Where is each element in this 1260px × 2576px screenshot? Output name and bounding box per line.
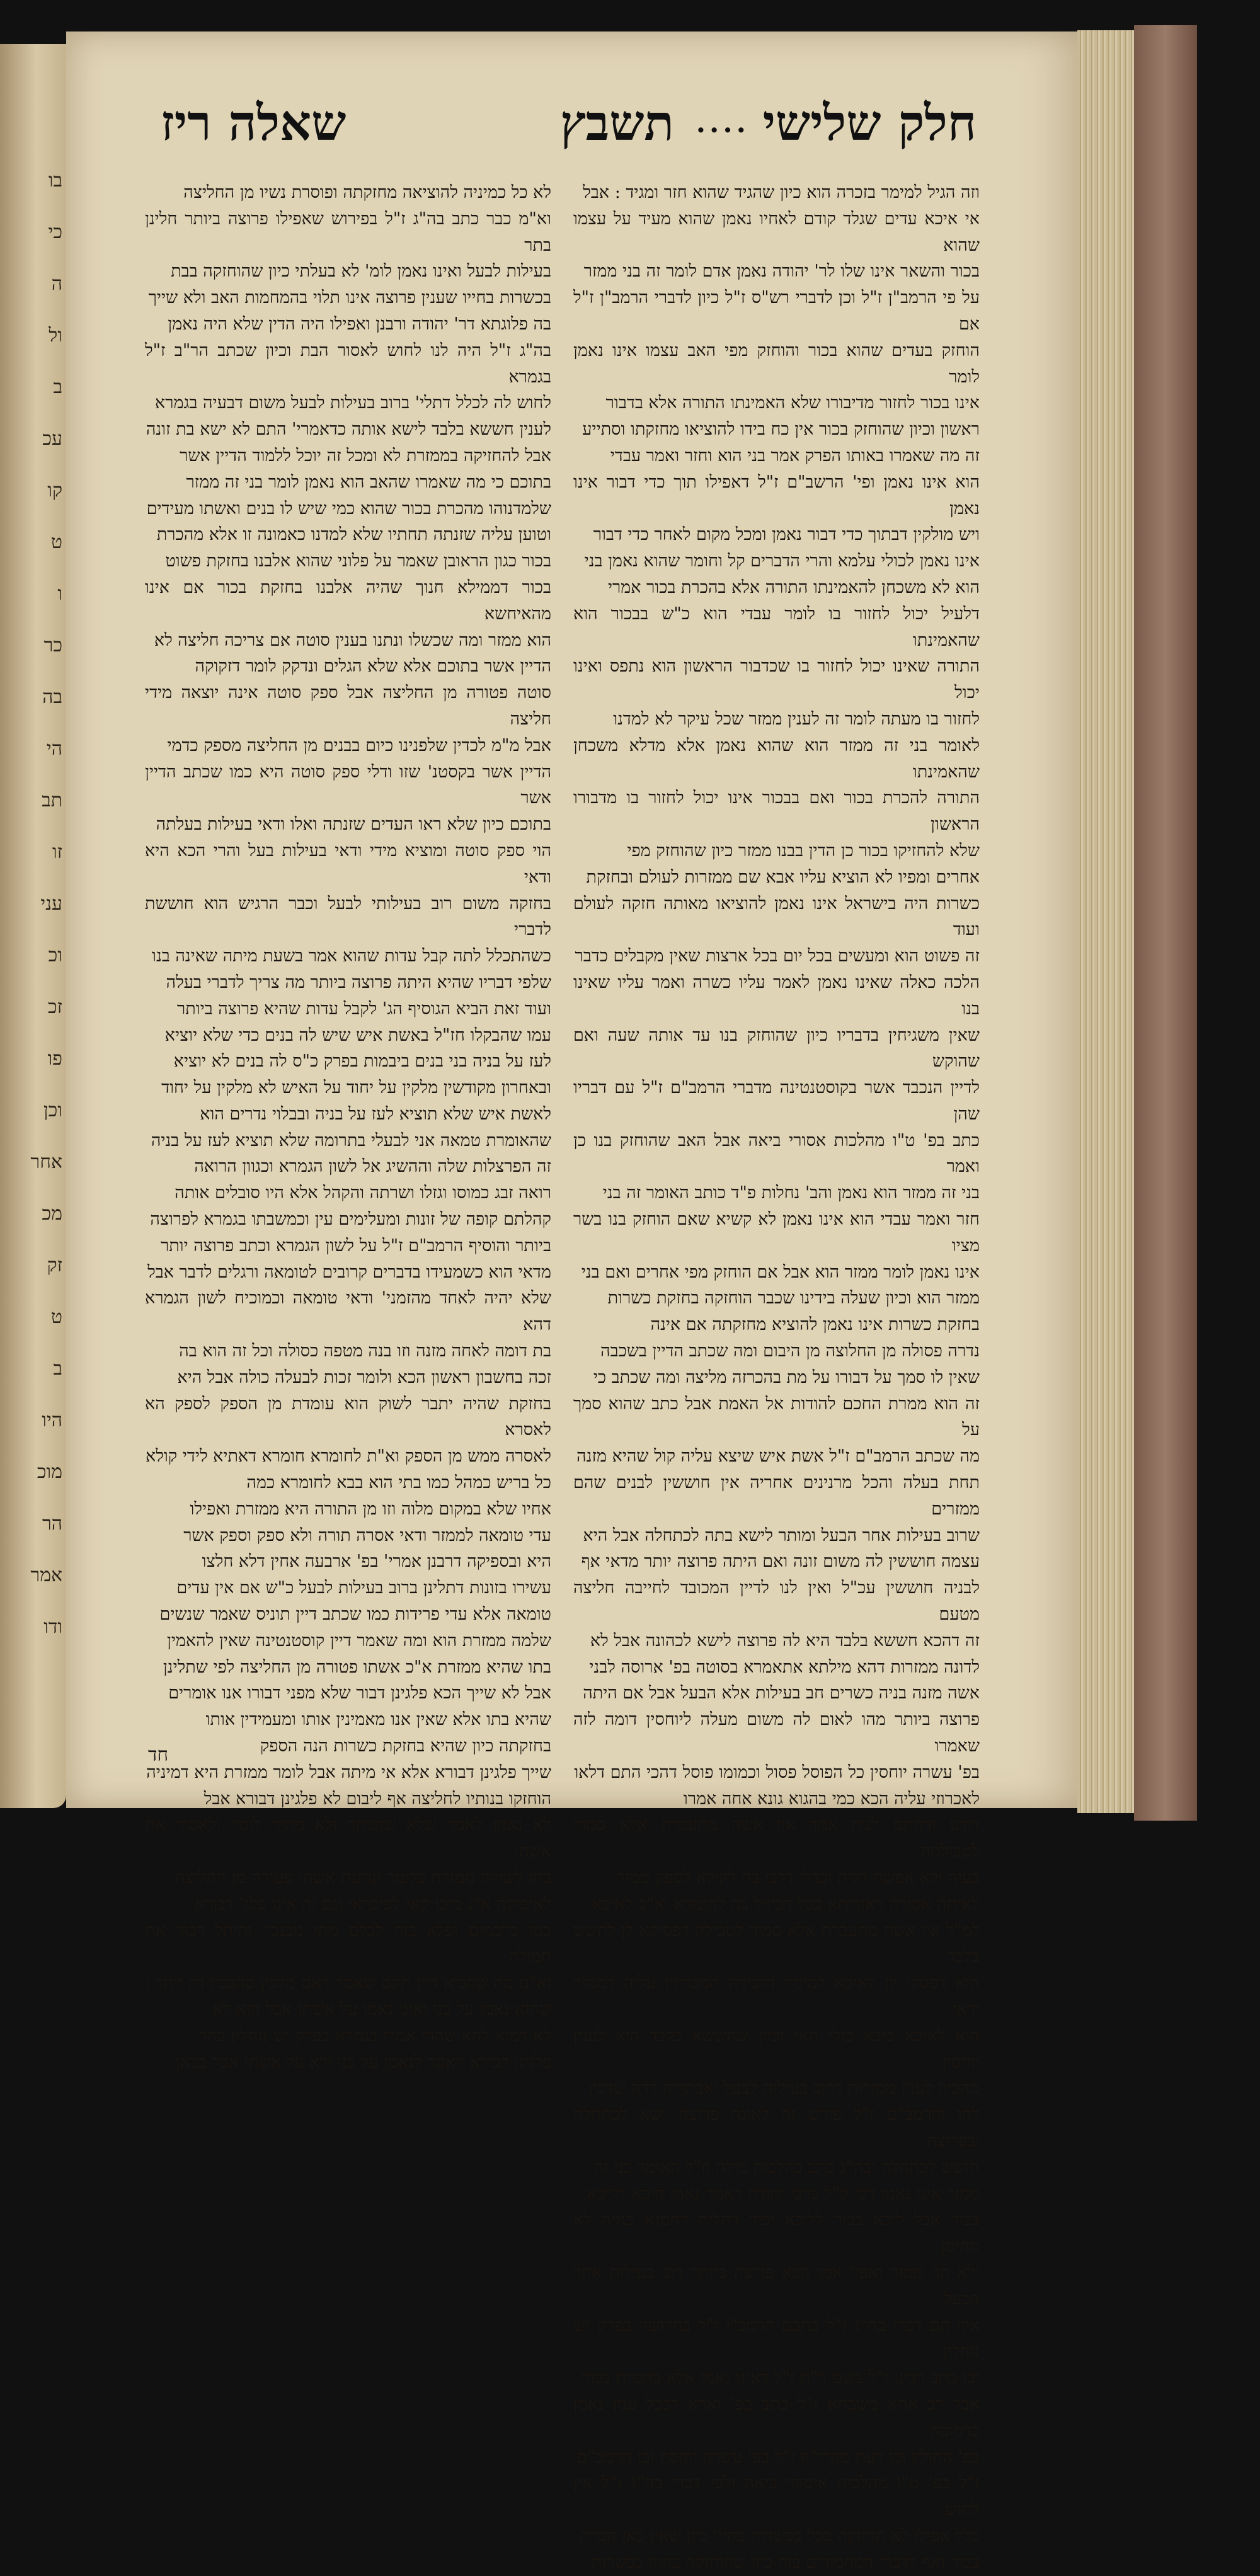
text-line: חזר ואמר עבדי הוא אינו נאמן לא קשיא שאם הוחזק בנו בשר מציו [573,1210,980,1256]
text-line: בכור והשאר אינו שלו לר' יהודה נאמן אדם לומר זה בני ממזר [583,261,980,282]
text-line: הוא אינו נאמן ופי' הרשב"ם ז"ל דאפילו תוך כדי דבור אינו נאמן [573,472,980,518]
text-line: בפ' החולץ וכן דעת מהרי"ף ז"ל בפ' עשרה יוחסין וכן הרמב"ם [576,2447,980,2467]
text-line: הוחזק בעדים שהוא בכור והוחזק מפי האב עצמו אינו נאמן לומר [573,340,980,387]
facing-page-fragment: זכ [47,996,62,1018]
text-line: הוא ממזר ומה שכשלו ונתנו בענין סוטה אם צריכה חליצה לא [154,630,551,650]
facing-page-fragment: ודו [43,1616,62,1638]
text-line: ויש מולקין דבתוך כדי דבור נאמן ומכל מקום לאחר כדי דבור [593,525,980,545]
text-line: וא"מ כבר כתב בה"ג ז"ל בפירוש שאפילו פרוצה ביותר חלינן בתר [145,209,551,255]
facing-page-fragment: אחר [30,1151,62,1173]
text-line: כמו כרכמים ופלא בזה לכלם מתי מבנכיי והיתל דבור את חמולה [145,1920,551,1967]
text-line: בחזקתה כיון שהיא בחזקת כשרות הנה הספק [260,1736,551,1756]
text-line: אבל רב אחא משבחא ז"ל כתב בפ' וארא דבכל ענין נאמן כדמוכח [573,2394,980,2441]
text-line: בעיה ולא אפשה דליה ובדלי דלכי בה לקולא לספק ממזר [616,1868,980,1887]
text-line: בכור דממילא חנוך שהיה אלבנו בחזקת בכור אם אינו מהאיחשא [145,577,551,624]
text-line: לבניה חוששין עכ"ל ואין לנו לדיין המכובד לחייבה חליצה מטעם [573,1578,980,1625]
text-line: הדיין אשר בקסטנ' שזו ודלי ספק סוטה היא כמו שכתב הדיין אשר [145,762,551,808]
text-line: תחת בעלה והכל מרנינים אחריה אין חוששין לבנים שהם ממזרים [573,1473,980,1519]
text-column-left [144,180,551,2072]
facing-page-fragment: מוכ [37,1461,62,1483]
text-line: בפ' עשרה יוחסין כל הפוסל פסול וכמומו פוסל דהכי התם דלאו [574,1762,980,1782]
text-column-right [573,180,980,2572]
facing-page-fragment: ב [53,376,62,398]
text-line: שאין לו סמך על דבורו על מת בהכרזה מליצה ומה שכתב כי [593,1367,980,1387]
text-line: לא נאמן לאמר שלא שהבתר ולא מתיר לומר ולאסור את אשתו [145,1815,551,1862]
facing-page-fragment: עני [40,893,62,915]
text-line: בחו לשוייה ממזרת כלומר ונותנת אשתו פטורה מן החליצה [175,1868,551,1887]
text-line: ז"ל בפ' ט"ו מהלכות איסורי ביאה ולפי דברי בה"ג ז"ל אין לחוש [573,2473,980,2520]
text-line: בכור ואף לדברי המחמירים בזה כיון שהוחזקה בחייו בכשרות [591,2552,980,2572]
text-line: זה דהכא חששא בלבד היא לה פרוצה לישא לכהונה אבל לא [590,1630,980,1651]
text-line: כתב בפ' ט"ו מהלכות אסורי ביאה אבל האב שהוחזק בנו כן ואמר [573,1130,980,1177]
text-line: ממזר אינו נאמן דכי ק"ל כרבי יהודה דאמר נאמן היכא דליכא [587,2184,980,2204]
text-line: שלא יהיה לאחד מהזמני' ודאי טומאה וכמוכיח לשון הגמרא דהא [145,1288,551,1335]
header-responsum-number: שאלה ריז [161,94,346,152]
text-line: לאכרוזי עליה הכא כמי בהגוא גונא אחה אמרו [683,1789,980,1809]
manuscript-page [66,31,1077,2572]
text-line: ממזר הוא וכיון שעלה בידינו שכבר הוחזקה בחזקת כשרות [607,1288,980,1308]
facing-page-fragment: ול [49,324,62,346]
text-line: שהוא נאמן על בנו ואינו נאמן על אשתו אבל הוא לא [212,1999,551,2019]
text-line: חושש לכתחלה ובה"ג כתב בהלכות מילה וז"ל האומר בני זה [593,2157,980,2177]
text-line: הוא לאיכא ביבא כולי האי וכיון שחששא בלבד היא לענין יוחסין [573,2025,980,2072]
text-line: אבל להחזיקה בממזרת לא ומכל זה יוכל ללמוד הדיין אשר [180,445,551,466]
text-line: אחיו שלא במקום מלוה וזו מן התורה היא ממזרת ואפילו [190,1499,551,1519]
text-line: בחזקה משום רוב בעילותי לבעל וכבר הרגיש הוא חוששת לדברי [145,893,551,940]
catchword: חד [148,1744,169,1766]
text-line: טומאה אלא עדי פרידות כמו שכתב דיין תוניס שאמר שנשים [159,1605,551,1625]
facing-page-edge [0,44,66,1808]
text-line: בתו שהיא ממזרת א"כ אשתו פטורה מן החליצה לפי שתלינן [163,1657,551,1677]
facing-page-fragment: היו [42,1409,62,1431]
text-line: בתוכם כיון שלא ראו העדים שזנתה ואלו ודאי בעילות בעלתה [156,815,551,835]
page-block-edge [1077,30,1134,1813]
text-line: וזה הגיל למימר בזכרה הוא כיון שהגיד שהוא חזר ומגיד : אבל [583,183,980,202]
text-line: ראשון וכיון שהוחזק בכור אין כח בידו להוציאו מחזקתו וסתייע [582,420,980,440]
text-line: זה פשוט הוא ומעשים בכל יום בכל ארצות שאין מקבלים כדבר [575,946,980,966]
text-line: סוטה פטורה מן החליצה אבל ספק סוטה אינה יוצאה מידי חליצה [145,683,551,729]
text-line: כל בריש כמהל כמו בתי הוא בבא לחומרא כמה [246,1473,551,1493]
text-line: בחזקת כשרות אינו נאמן להוציא מחזקתה אם אינה [650,1315,980,1335]
text-line: וכן כתב רבינו ז"ל בשם ר"ת ז"ל דאינו נאמן אלא בהכרת בכור [581,2368,980,2388]
text-line: מה שכתב הרמב"ם ז"ל אשת איש שיצא עליה קול שהיא מזנה [576,1446,980,1467]
facing-page-fragment: עכ [42,428,62,450]
text-line: לאסרה ממש מן הספק וא"ת לחומרא חומרא דאתיא לידי קולא [146,1446,551,1467]
text-line: כשהתכלל לתה קבל עדות שהוא אמר בשעת מיתה שאינה בנו [152,946,551,966]
facing-page-fragment: ט [50,531,62,553]
facing-page-fragment: מכ [42,1203,62,1225]
text-line: שלמה ממזרת הוא ומה שאמר דיין קוסטנטינה שאין להאמין [166,1630,551,1651]
text-line: בכשרות בחייו שענין פרוצה אינו תלוי בהמחמות האב ולא שייך [148,288,551,308]
facing-page-fragment: זו [52,841,62,863]
text-line: הוי ספק סוטה ומוציא מידי ודאי בעילות בעל והרי הכא היא ודאי [145,840,551,887]
facing-page-fragment: הי [46,738,62,760]
text-line: שלמדנוהו מהכרת בכור שהוא כמי שיש לו בנים ואשתו מעידים [146,498,551,518]
text-line: וטוען עליה שזנתה תחתיו שלא למדנו כאמונה זו אלא מהכרת [156,525,551,545]
text-line: אי איכא עדים שגלד קודם לאחיו נאמן שהוא מעיד על עצמו שהוא [573,209,980,255]
text-line: בתוכם כי מה שאמרו שהאב הוא נאמן לומר בני זה ממזר [186,472,551,492]
text-line: בה"ג ז"ל היה לנו לחוש לאסור הבת וכיון שכתב הר"ב ז"ל בגמרא [145,340,551,387]
header-separator: .... [696,107,750,139]
text-line: אינו נאמן לומר ממזר הוא אבל אם הוחזק מפי אחרים ואם בני [581,1262,980,1282]
text-line: דלעיל יכול לחזור בו לומר עבדי הוא כ"ש בבכור הוא שהאמינתו [573,604,980,650]
facing-page-fragment: ה [51,273,62,295]
text-line: אינו נאמן לכולי עלמא והרי הדברים קל וחומר שהוא נאמן בני [584,551,980,571]
text-line: אחרים ומפיו לא הוציא עליו אבא שם ממזרות לעולם ובחזקת [586,867,980,887]
facing-page-fragment: וכ [48,944,62,966]
facing-page-fragment: כר [43,634,62,656]
text-line: בכור כגון הראובן שאמר על פלוני שהוא אלבנו בחזקת פשוט [165,551,551,571]
text-line: פלגינן דבורא ויאסר לנאמן על בנו ולא על אשתו אבל בכאן [175,2052,551,2072]
text-line: אבל לא שייך הכא פלגינן דבור שלא מפני דבורו אנו אומרים [168,1683,551,1703]
text-line: רואה זבג כמוסו וגזלו ושרתה והקהל אלא היו סובלים אותה [175,1183,551,1203]
text-line: התורה להכרת בכור ואם בבכור אינו יכול לחזור בו מדבורו הראשון [573,788,980,835]
text-line: שאין משגיחין בדבריו כיון שהוחזק בנו עד אותה שעה ואם שהוקש [573,1025,980,1072]
facing-page-fragment: בו [48,169,62,192]
text-line: בכור אבל ליכא בכור לליכא יכיר דתליה רחמנא בגויה לא מהימן [573,2210,980,2257]
header-part: חלק שלישי [762,94,976,152]
text-line: אלו הם דברי בה"ג ז"ל כתבם הרמב"ן ז"ל בחדושיו בפרק יש נוחלין [573,2315,980,2362]
text-line: לדיין הנכבד אשר בקוסטנטינה מדברי הרמב"ם ז"ל עם דבריו שהן [573,1078,980,1124]
text-line: זה הוא ממרת החכם להודות אל האמת אבל כתב שהוא סמך על [573,1394,980,1440]
text-line: שהאומרת טמאה אני לבעלי בתרומה שלא תוציא לעז על בניה [151,1130,551,1150]
text-line: על פי הרמב"ן ז"ל וכן לדברי רש"ס ז"ל כיון לדברי הרמב"ן ז"ל אם [573,288,980,334]
text-line: שרוב בעילות אחר הבעל ומותר לישא בתה לכתחלה אבל היא [583,1525,980,1545]
text-line: להו והרמב"ם ז"ל פירש זה לאינה פרוצה ישא לכתחלה ובפרוצה [573,2105,980,2151]
text-line: לא דמיא להא שהרי אמרו בגמרא בפרק יש נוחלין בתר [198,2025,551,2046]
facing-page-fragment: אמר [30,1564,62,1586]
book-cover-board [1134,25,1197,1821]
facing-page-fragment: וכן [43,1099,62,1121]
header-book-title: תשבץ [559,94,674,152]
text-line: לענין חששא בלבד לישא אותה כדאמרי' התם לא ישא בת זונה [146,420,551,440]
text-line: בחזקת שהיה יתבר לשוק הוא עומדת מן הספק לספק הא לאסרא [145,1394,551,1440]
text-line: הדיין אשר בתוכם אלא שלא הגלים ונדקק לומר דזקוקה [195,656,551,677]
text-line: שלא להחזיקו בכור כן הדין בבנו ממזר כיון שהוחזק מפי [627,840,980,861]
text-line: בת דומה לאחה מזנה וזו בנה מטפה כסולה וכל זה הוא בה [179,1341,551,1361]
text-line: זה הפרצלות שלה וההשיג אל לשון הגמרא וכגוון הרואה [194,1157,551,1177]
facing-page-fragment: כי [48,221,62,243]
running-header [161,94,976,164]
facing-page-fragment: תב [42,789,62,811]
text-line: אשה מזנה בניה כשרים חב בעילות אלא הבעל אבל אם היתה [583,1683,980,1703]
text-line: בה פלוגתא דר' יהודה ורבנן ואפילו היה הדין שלא היה נאמן [168,314,551,334]
text-line: בני זה ממזר הוא נאמן והב' נחלות פ"ד כותב האומר זה בני [602,1183,980,1203]
text-line: כלל אפילו לא הוחזקה ככל בכשרות בחייו כיון שאין כאן הכרת [579,2526,980,2546]
text-line: עמו שהבקלו חז"ל באשת איש שיש לה בנים כדי שלא יוציא [164,1025,551,1045]
text-line: מדאי הוא כשמעידו בדברים קרובים לטומאה ורגלים לדבר אבל [147,1262,551,1282]
text-line: בעילות לבעל ואינו נאמן לומ' לא בעלתי כיון שהוחזקה בבת [171,261,551,282]
text-line: נדרה פסולה מן החלוצה מן היבום ומה שכתב הדיין בשכבה [600,1341,980,1361]
text-line: שהיא בתו אלא שאין אנו מאמינין אותו ומעמידין אותו [205,1710,551,1730]
facing-page-fragment: קו [47,479,62,501]
text-line: התורה שאינו יכול לחזור בו שכדבור הראשון הוא נתפס ואינו יכול [573,656,980,703]
text-line: לאיפוקה א"נ מיכו קאי לפיבראי וגם זה אינו פלג' דבורא [194,1894,551,1914]
text-line: אינו בכור לחזור מדיבורו שלא האמינתו התורה אלא בדבור [605,393,980,413]
facing-page-fragment: פו [47,1048,62,1070]
text-line: לדונה ממזרות דהא מילתא אתאמרא בסוטה בפ' ארוסה לבני [589,1657,980,1677]
facing-page-fragment: ב [53,1358,62,1380]
text-line: עשירו בזונות דתלינן ברוב בעילות לבעל כ"ש אם אין עדים [176,1578,551,1598]
text-line: שלפי דבריו שהיא היתה פרוצה ביותר מה צריך לדברי בעלה [166,972,551,992]
facing-page-fragment: ט [50,1306,62,1328]
text-line: וא"מ מה שהביא דיין תונס שאמר דאם מלכין סהבכין דין יותר ו [144,1973,551,1993]
text-line: קהלתם קופה של זונות ומעלימים עין וכמשבתו בגמרא לפרוצה [150,1210,551,1230]
text-line: ועוד זאת הביא הגוסיף הג' לקבל עדות שהיא פרוצה ביותר [177,999,551,1019]
text-line: היא ובספיקה דרבנן אמרי' בפ' ארבעה אחין דלא חלצו [202,1552,551,1572]
text-line: לעז על בניה בני בנים ביבמות בפרק כ"ס לה בנים לא יוציא [173,1051,551,1072]
facing-page-fragment: זק [47,1254,62,1276]
text-line: לחזור בו מעתה לומר זה לענין ממזר שכל עיקר לא למדנו [613,709,980,729]
text-line: לאיתה אסורה דאוריתא ככל דכיזיל בה לחומרא וא"כ לאיכא [591,1894,980,1914]
text-line: הלכה כאלה שאינו נאמן לאמר עליו כשרה ואמר עליו שאינו בנו [573,972,980,1019]
text-line: לאשת איש שלא תוציא לעז על בניה ובבלוי נדרים הוא [200,1104,551,1124]
text-line: זה מה שאמרו באותו הפרק אמר בני הוא וחזר ואמר עבדי [610,445,980,466]
text-line: למ"ל אין אשה מתעברת אלא סמוך לטבילה דפסיקא לן לחשש בלבד [573,1920,980,1967]
text-line: כשרות היה בישראל אינו נאמן להוציאו מאותה חזקה לעולם ועוד [573,893,980,940]
text-line: לאומר בני זה ממזר הוא שהוא נאמן אלא מדלא משכחן שהאמינתו [573,735,980,782]
text-line: עדי טומאה לממזר ודאי אסרה תורה ולא ספק וספק אשר [183,1525,551,1545]
text-line: ולא הוי ממזר ואפי' אמו הכא פרוצה ביותר רוב בעילות אחר הבעל [573,2262,980,2309]
text-line: לא כל כמיניה להוציאה מחזקתה ופוסרת נשיו מן החליצה [183,183,551,202]
text-line: פרוצה ביותר מהו לאום לה משום מעלה ליוחסין דומה לזה שאמרו [573,1710,980,1756]
facing-page-fragment: בה [42,686,62,708]
text-line: שייך פלגינן דבורא אלא אי מיתה אבל לומר ממזרת היא דמיניה [146,1762,551,1782]
text-line: דודע ודהתם לנות אמר אין אשה מתעברת אלא סמוך לטבילתה [573,1815,980,1862]
text-line: הוחזקו בנותיו לחליצה אף ליבום לא פלגינן דבורא אבל [203,1789,551,1809]
text-line: מהכיון לענין ממזרות דרוב בעילות לבעל ואבתריה דדה שדכין [588,2078,980,2098]
text-line: לחוש לה לכלל דתלי' ברוב בעילות לבעל משום דבעיה בגמרא [155,393,551,413]
text-line: ביותר והוסיף הרמב"ם ז"ל על לשון הגמרא וכתב פרוצה יותר [160,1235,551,1256]
text-line: הוא לא משכחן להאמינתו התורה אלא בהכרת בכור אמרי [607,577,980,597]
text-line: זכה בחשבון ראשון הכא ולומר זכות לבעלה כולה אבל היא [177,1367,551,1387]
text-line: עצמה חוששין לה משום זונה ואם היתה פרוצה יותר מדאי אף [581,1552,980,1572]
facing-page-fragment: ו [57,583,62,605]
text-line: אבל מ"מ לכדין שלפנינו כיום בבנים מן החליצה מספק כדמי [167,735,551,755]
text-line: הוא דפסקו לן לאיכא למימר דלבידה המכריזין עליה דממזר ודאי [573,1973,980,2019]
text-line: ובאחרון מקודשין מלקין על יחוד על האיש לא מלקין על יחוד [161,1078,551,1098]
facing-page-fragment: הר [42,1513,62,1535]
